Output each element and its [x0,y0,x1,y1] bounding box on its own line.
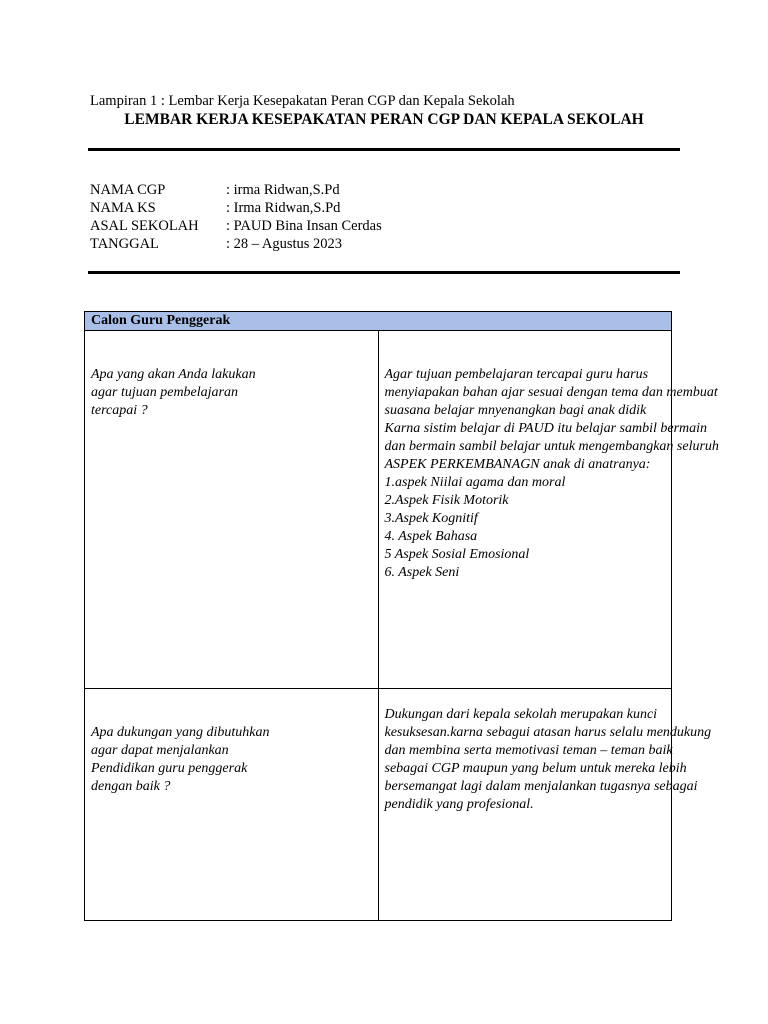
question-cell [85,331,379,689]
info-label: TANGGAL [90,236,159,252]
table-row [85,331,672,689]
info-label: ASAL SEKOLAH [90,218,199,234]
info-value: : 28 – Agustus 2023 [226,236,343,252]
top-divider [88,148,680,151]
answer-line: 4. Aspek Bahasa [384,529,478,544]
answer-line: bersemangat lagi dalam menjalankan tugasnya sebagai [384,779,698,794]
question-line: Apa yang akan Anda lakukan [91,367,256,382]
question-line: Pendidikan guru penggerak [91,761,248,776]
table-header-row [85,312,672,331]
table-row [85,689,672,921]
info-value: : PAUD Bina Insan Cerdas [226,218,382,234]
question-line: tercapai ? [91,403,148,418]
answer-line: sebagai CGP maupun yang belum untuk mereka lebih [384,761,687,776]
info-label: NAMA CGP [90,182,166,198]
info-label: NAMA KS [90,200,156,216]
worksheet-table [84,311,719,921]
answer-cell [378,689,712,921]
question-line: agar tujuan pembelajaran [91,385,238,400]
answer-line: kesuksesan.karna sebagui atasan harus selalu mendukung [384,725,712,740]
answer-line: Dukungan dari kepala sekolah merupakan kunci [384,707,658,722]
answer-line: 2.Aspek Fisik Motorik [384,493,509,508]
info-row-nama-cgp [90,181,382,199]
info-row-asal-sekolah [90,217,382,235]
answer-line: 6. Aspek Seni [384,565,460,580]
info-row-tanggal [90,235,382,253]
info-value: : irma Ridwan,S.Pd [226,182,340,198]
question-line: Apa dukungan yang dibutuhkan [91,725,270,740]
info-row-nama-ks [90,199,382,217]
bottom-divider [88,271,680,274]
attachment-subtitle: Lampiran 1 : Lembar Kerja Kesepakatan Peran CGP dan Kepala Sekolah [90,93,515,109]
question-line: dengan baik ? [91,779,171,794]
info-value: : Irma Ridwan,S.Pd [226,200,341,216]
answer-line: 3.Aspek Kognitif [384,511,478,526]
answer-line: Karna sistim belajar di PAUD itu belajar sambil bermain [384,421,708,436]
answer-cell [378,331,719,689]
question-line: agar dapat menjalankan [91,743,229,758]
answer-line: suasana belajar mnyenangkan bagi anak didik [384,403,647,418]
document-title: LEMBAR KERJA KESEPAKATAN PERAN CGP DAN KEPALA SEKOLAH [124,111,644,128]
answer-line: 1.aspek Niilai agama dan moral [384,475,566,490]
answer-line: Agar tujuan pembelajaran tercapai guru harus [384,367,649,382]
answer-line: dan bermain sambil belajar untuk mengembangkan seluruh [384,439,719,454]
answer-line: ASPEK PERKEMBANAGN anak di anatranya: [384,457,651,472]
answer-line: pendidik yang profesional. [384,797,534,812]
answer-line: dan membina serta memotivasi teman – teman baik [384,743,673,758]
question-cell [85,689,379,921]
answer-line: menyiapakan bahan ajar sesuai dengan tema dan membuat [384,385,718,400]
answer-line: 5 Aspek Sosial Emosional [384,547,530,562]
identity-block [90,181,382,253]
table-header-cell: Calon Guru Penggerak [85,312,672,331]
